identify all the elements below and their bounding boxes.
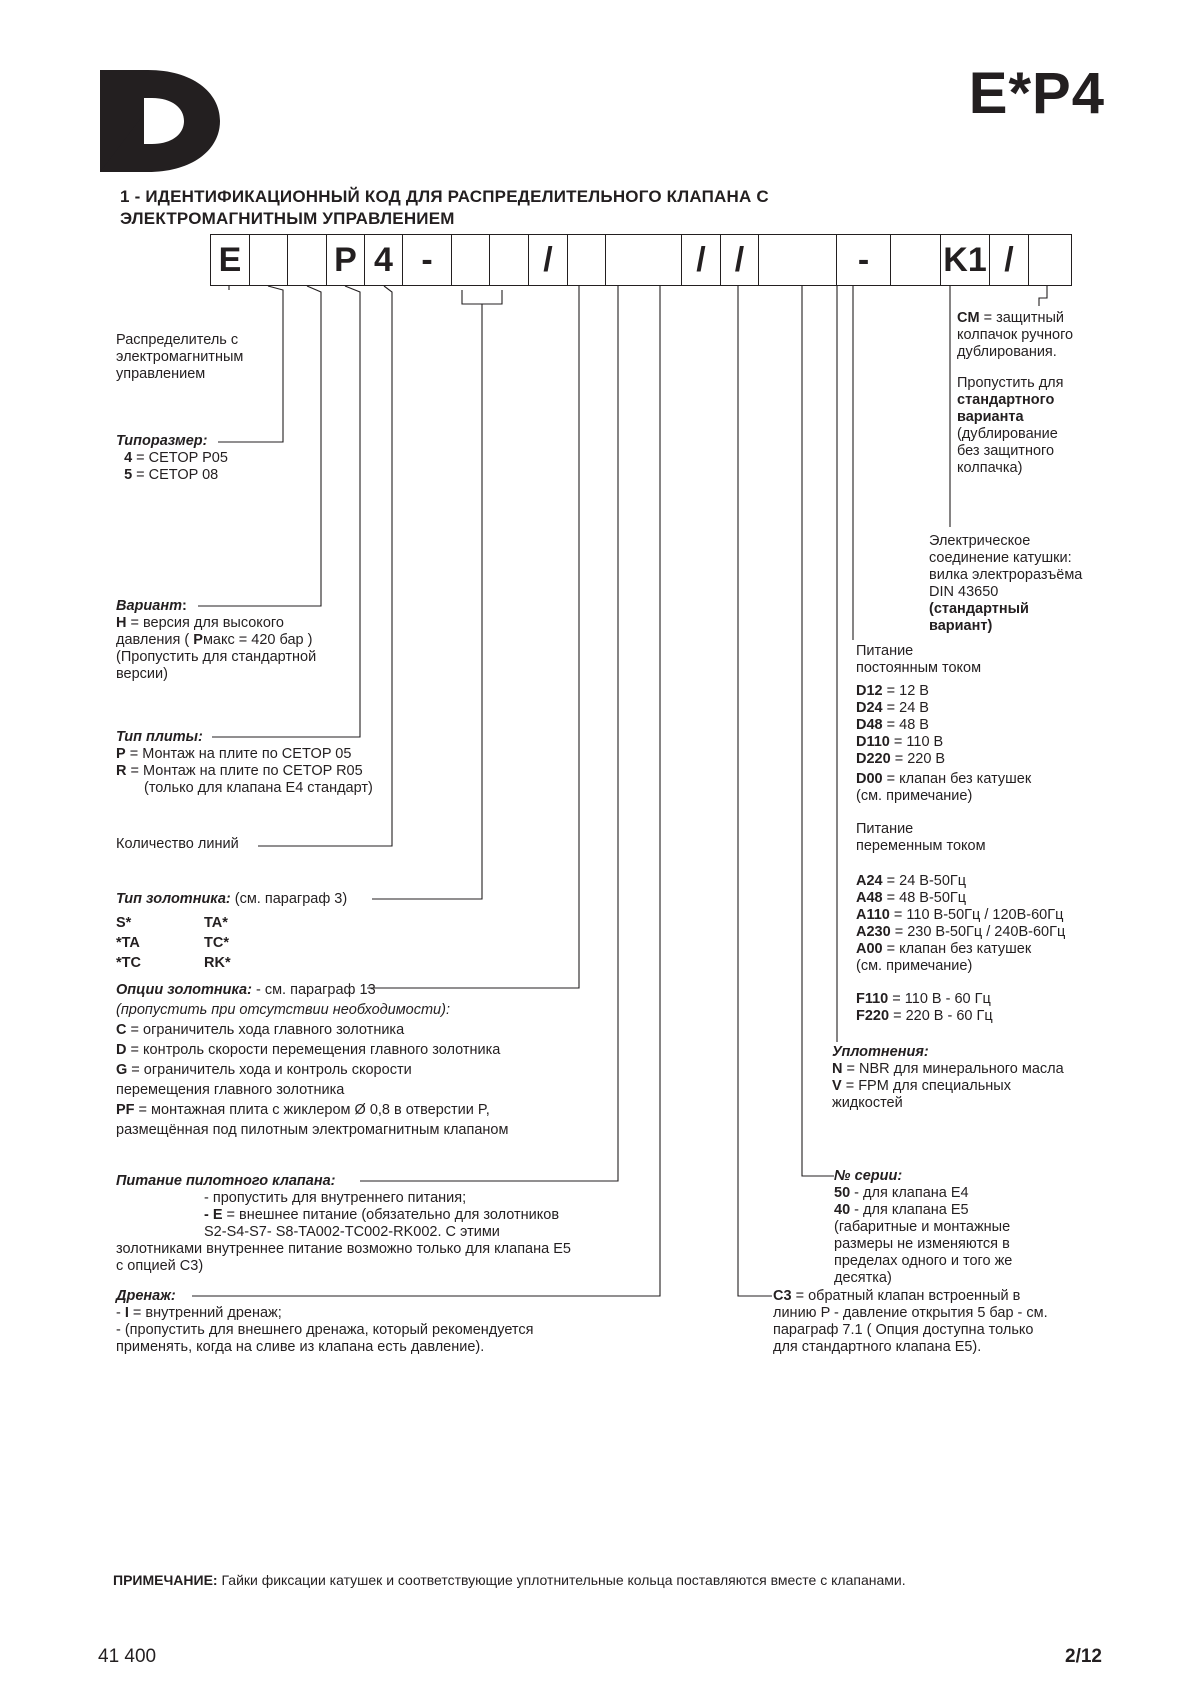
skip-line: без защитного <box>957 443 1055 459</box>
spool-code: TA* <box>204 915 228 931</box>
f-item: F220 = 220 В - 60 Гц <box>856 1008 993 1024</box>
size-section <box>116 433 228 484</box>
distributor-label <box>116 332 243 383</box>
spool-options-title: Опции золотника: - см. параграф 13 <box>116 982 376 998</box>
spool-option-continuation: размещённая под пилотным электромагнитным клапаном <box>116 1122 509 1138</box>
dc-title: Питание <box>856 643 914 659</box>
code-cell: / <box>720 234 759 286</box>
electrical-line: вариант) <box>929 618 993 634</box>
spool-option: D = контроль скорости перемещения главного золотника <box>116 1042 501 1058</box>
cm-section <box>957 310 1073 477</box>
spool-section <box>116 891 347 908</box>
code-cell: / <box>681 234 721 286</box>
dc-item: D24 = 24 В <box>856 700 929 716</box>
size-item: 4 = CETOP P05 <box>124 450 228 466</box>
drain-title: Дренаж: <box>116 1288 176 1304</box>
series-item: 50 - для клапана E4 <box>834 1185 969 1201</box>
footer-note: ПРИМЕЧАНИЕ: Гайки фиксации катушек и соответствующие уплотнительные кольца поставляются вместе с клапанами. <box>113 1572 906 1588</box>
cm-line: дублирования. <box>957 344 1057 360</box>
spool-option: G = ограничитель хода и контроль скорости <box>116 1062 412 1078</box>
document-title: E*P4 <box>968 61 1105 126</box>
skip-line: (дублирование <box>957 426 1058 442</box>
c3-section <box>773 1288 1048 1356</box>
plate-section <box>116 729 373 797</box>
code-cell: / <box>989 234 1029 286</box>
dc-item: D220 = 220 В <box>856 751 946 767</box>
pilot-title: Питание пилотного клапана: <box>116 1173 336 1189</box>
variant-section <box>116 598 316 683</box>
electrical-line: вилка электроразъёма <box>929 567 1083 583</box>
c3-line: для стандартного клапана E5). <box>773 1339 982 1355</box>
electrical-line: соединение катушки: <box>929 550 1072 566</box>
pilot-line: с опцией C3) <box>116 1258 204 1274</box>
code-cell: K1 <box>940 234 990 286</box>
electrical-line: DIN 43650 <box>929 584 999 600</box>
variant-line: давления ( Pмакс = 420 бар ) <box>116 632 313 648</box>
plate-title: Тип плиты: <box>116 729 203 745</box>
doc-number: 41 400 <box>98 1646 157 1667</box>
spool-option: C = ограничитель хода главного золотника <box>116 1022 405 1038</box>
drain-line: - I = внутренний дренаж; <box>116 1305 282 1321</box>
cm-line: CM = защитный <box>957 310 1064 326</box>
variant-line: версии) <box>116 666 168 682</box>
ac-item: A110 = 110 В-50Гц / 120В-60Гц <box>856 907 1064 923</box>
seal-section <box>832 1044 1064 1112</box>
f-item: F110 = 110 В - 60 Гц <box>856 991 991 1007</box>
spacer <box>856 975 1065 991</box>
series-line: десятка) <box>834 1270 892 1286</box>
series-title: № серии: <box>834 1168 903 1184</box>
code-cell: / <box>528 234 568 286</box>
plate-item: R = Монтаж на плите по CETOP R05 <box>116 763 363 779</box>
dc-item: D00 = клапан без катушек <box>856 771 1032 787</box>
spool-option-continuation: перемещения главного золотника <box>116 1082 345 1098</box>
drain-section <box>116 1288 534 1356</box>
size-item: 5 = CETOP 08 <box>124 467 219 483</box>
spool-code: RK* <box>204 955 231 971</box>
ac-title: Питание <box>856 821 914 837</box>
code-cell: P <box>326 234 365 286</box>
distributor-line: Распределитель с <box>116 332 239 348</box>
spool-options-skip: (пропустить при отсутствии необходимости): <box>116 1002 450 1018</box>
c3-line: линию P - давление открытия 5 бар - см. <box>773 1305 1048 1321</box>
spacer <box>957 361 1073 375</box>
c3-line: C3 = обратный клапан встроенный в <box>773 1288 1021 1304</box>
plate-note: (только для клапана E4 стандарт) <box>144 780 373 796</box>
spacer <box>856 855 1065 873</box>
seal-title: Уплотнения: <box>832 1044 929 1060</box>
lines-count-label: Количество линий <box>116 836 239 852</box>
code-cell: - <box>836 234 891 286</box>
ac-item: A00 = клапан без катушек <box>856 941 1032 957</box>
skip-line: Пропустить для <box>957 375 1064 391</box>
spool-options-section <box>116 980 508 1140</box>
variant-line: (Пропустить для стандартной <box>116 649 317 665</box>
dc-note: (см. примечание) <box>856 788 973 804</box>
skip-line: колпачка) <box>957 460 1023 476</box>
skip-line: варианта <box>957 409 1024 425</box>
distributor-line: управлением <box>116 366 206 382</box>
size-title: Типоразмер: <box>116 433 208 449</box>
cm-line: колпачок ручного <box>957 327 1074 343</box>
spool-option: PF = монтажная плита с жиклером Ø 0,8 в отверстии P, <box>116 1102 490 1118</box>
plate-item: P = Монтаж на плите по CETOP 05 <box>116 746 352 762</box>
drain-line: - (пропустить для внешнего дренажа, который рекомендуется <box>116 1322 534 1338</box>
c3-line: параграф 7.1 ( Опция доступна только <box>773 1322 1034 1338</box>
seal-item: V = FPM для специальных <box>832 1078 1011 1094</box>
variant-line: H = версия для высокого <box>116 615 284 631</box>
series-section <box>834 1168 1012 1287</box>
dc-item: D48 = 48 В <box>856 717 929 733</box>
ac-item: A230 = 230 В-50Гц / 240В-60Гц <box>856 924 1066 940</box>
ac-note: (см. примечание) <box>856 958 973 974</box>
drain-line: применять, когда на сливе из клапана есть давление). <box>116 1339 485 1355</box>
pilot-line: золотниками внутреннее питание возможно только для клапана E5 <box>116 1241 571 1257</box>
code-cell: - <box>402 234 452 286</box>
dc-item: D110 = 110 В <box>856 734 944 750</box>
code-cell: E <box>210 234 250 286</box>
spool-code: *TA <box>116 935 140 951</box>
spool-code: *TC <box>116 955 141 971</box>
section-title-line-1: 1 - ИДЕНТИФИКАЦИОННЫЙ КОД ДЛЯ РАСПРЕДЕЛИТЕЛЬНОГО КЛАПАНА С <box>120 187 769 206</box>
ac-title: переменным током <box>856 838 986 854</box>
dc-item: D12 = 12 В <box>856 683 929 699</box>
electrical-section <box>929 533 1082 635</box>
series-item: 40 - для клапана E5 <box>834 1202 969 1218</box>
electrical-line: Электрическое <box>929 533 1031 549</box>
pilot-section <box>116 1173 571 1275</box>
section-title-line-2: ЭЛЕКТРОМАГНИТНЫМ УПРАВЛЕНИЕМ <box>120 209 455 228</box>
spacer <box>856 805 1065 821</box>
series-line: (габаритные и монтажные <box>834 1219 1011 1235</box>
page-number: 2/12 <box>1065 1646 1102 1667</box>
seal-line: жидкостей <box>832 1095 903 1111</box>
code-cell: 4 <box>364 234 403 286</box>
skip-line: стандартного <box>957 392 1055 408</box>
spool-code: S* <box>116 915 132 931</box>
dc-title: постоянным током <box>856 660 982 676</box>
spool-title-row: Тип золотника: (см. параграф 3) <box>116 891 348 907</box>
spool-code: TC* <box>204 935 229 951</box>
distributor-line: электромагнитным <box>116 349 244 365</box>
ac-item: A24 = 24 В-50Гц <box>856 873 967 889</box>
pilot-line: - E = внешнее питание (обязательно для золотников <box>204 1207 560 1223</box>
dc-section <box>856 643 1065 1025</box>
pilot-line: S2-S4-S7- S8-TA002-TC002-RK002. С этими <box>204 1224 500 1240</box>
seal-item: N = NBR для минерального масла <box>832 1061 1064 1077</box>
series-line: размеры не изменяются в <box>834 1236 1010 1252</box>
series-line: пределах одного и того же <box>834 1253 1013 1269</box>
electrical-line: (стандартный <box>929 601 1029 617</box>
pilot-line: - пропустить для внутреннего питания; <box>204 1190 467 1206</box>
variant-title: Вариант: <box>116 598 187 614</box>
ac-item: A48 = 48 В-50Гц <box>856 890 967 906</box>
